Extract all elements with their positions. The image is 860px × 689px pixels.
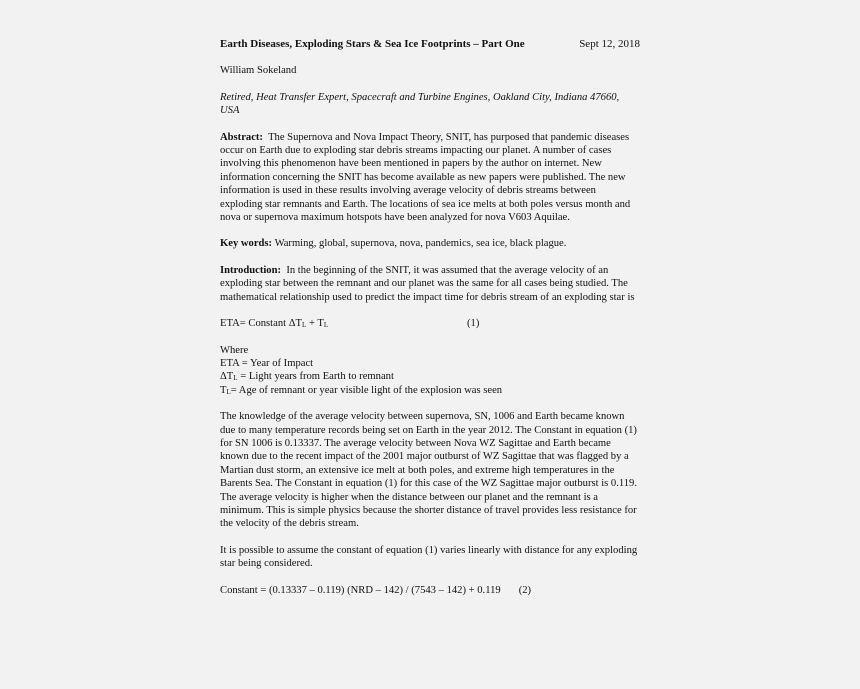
introduction-paragraph — [220, 264, 640, 304]
introduction-label: Introduction: — [220, 264, 282, 276]
abstract-text: The Supernova and Nova Impact Theory, SNIT, has purposed that pandemic diseases occur on Earth due to exploding star debris streams impacting our planet. A number of cases involving this phenomenon have been mentioned in papers by the author on internet. New information concerning the SNIT has become available as new papers were published. The new information is used in these results involving average velocity of debris streams between exploding star remnants and Earth. The locations of sea ice melts at both poles versus month and nova or supernova maximum hotspots have been analyzed for nova V603 Aquilae. — [220, 131, 631, 224]
paper-title: Earth Diseases, Exploding Stars & Sea Ice Footprints – Part One — [220, 38, 525, 50]
definition-eta: ETA = Year of Impact — [220, 357, 314, 369]
author-affiliation: Retired, Heat Transfer Expert, Spacecraft and Turbine Engines, Oakland City, Indiana 47660, USA — [220, 91, 620, 117]
header-row — [220, 38, 640, 51]
body-paragraph-2: It is possible to assume the constant of equation (1) varies linearly with distance for any exploding star being considered. — [220, 544, 638, 570]
equation-1 — [220, 317, 640, 330]
where-definitions — [220, 344, 640, 398]
keywords-label: Key words: — [220, 238, 273, 250]
equation-1-expression: ETA= Constant $\Delta T_L + T_L$ — [220, 318, 329, 330]
definition-delta-tl: $\Delta T_L$ = Light years from Earth to remnant — [220, 371, 394, 383]
abstract-paragraph — [220, 131, 640, 225]
abstract-label: Abstract: — [220, 131, 263, 143]
paper-body — [220, 38, 640, 597]
author-name: William Sokeland — [220, 65, 297, 77]
where-label: Where — [220, 344, 249, 356]
equation-2 — [220, 584, 640, 597]
equation-2-expression: Constant = (0.13337 – 0.119) (NRD – 142) / (7543 – 142) + 0.119 — [220, 584, 501, 596]
introduction-text: In the beginning of the SNIT, it was assumed that the average velocity of an exploding star between the remnant and our planet was the same for all cases being studied. The mathematical relationship used to predict the impact time for debris stream of an exploding star is — [220, 264, 635, 303]
definition-tl: $T_L=$ Age of remnant or year visible light of the explosion was seen — [220, 384, 503, 396]
body-paragraph-1: The knowledge of the average velocity between supernova, SN, 1006 and Earth became known due to many temperature records being set on Earth in the year 2012. The Constant in equation (1) for SN 1006 is 0.13337. The average velocity between Nova WZ Sagittae and Earth became known due to the recent impact of the 2001 major outburst of WZ Sagittae that was flagged by a Martian dust storm, an extensive ice melt at both poles, and extreme high temperatures in the Barents Sea. The Constant in equation (1) for this case of the WZ Sagittae major outburst is 0.119. The average velocity is higher when the distance between our planet and the remnant is a minimum. This is simple physics because the shorter distance of travel provides less resistance for the velocity of the debris stream. — [220, 411, 637, 530]
paper-date: Sept 12, 2018 — [579, 38, 640, 50]
keywords-paragraph — [220, 237, 640, 250]
equation-2-number: (2) — [518, 584, 532, 596]
equation-1-number: (1) — [467, 318, 480, 330]
keywords-text: Warming, global, supernova, nova, pandemics, sea ice, black plague. — [274, 238, 567, 250]
